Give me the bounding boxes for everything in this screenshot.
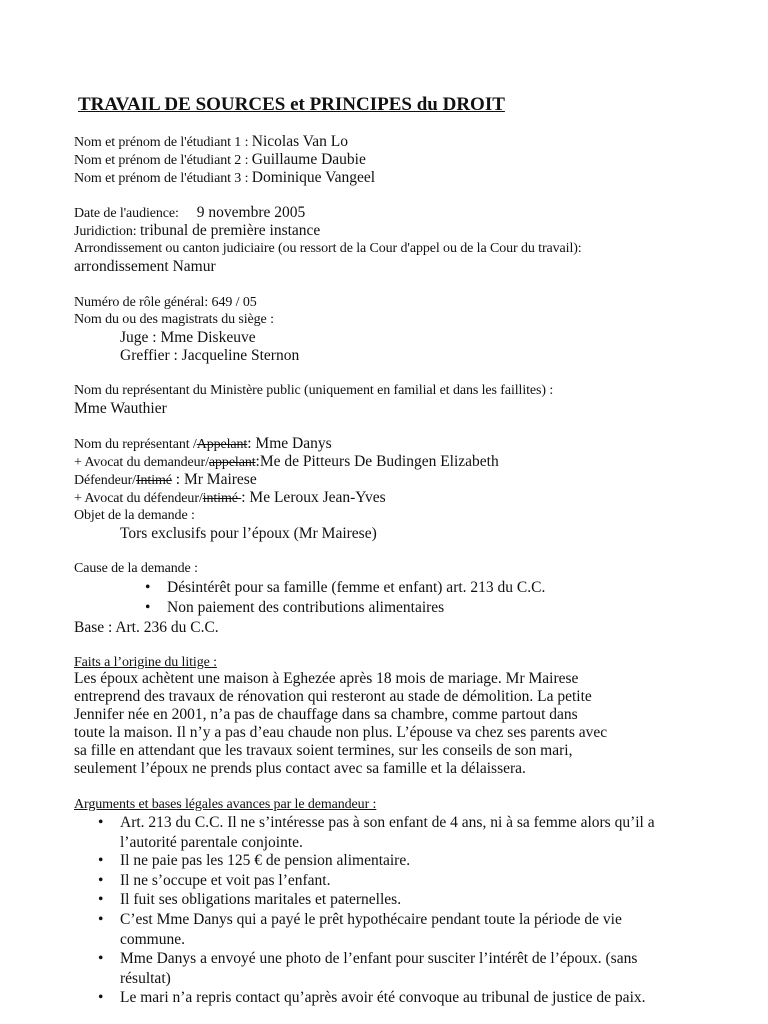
objet-value: Tors exclusifs pour l’époux (Mr Mairese)	[120, 525, 377, 542]
argument-text: Il fuit ses obligations maritales et paternelles.	[120, 891, 402, 908]
cause-item-text: Non paiement des contributions alimentaires	[167, 599, 445, 616]
student-1-label: Nom et prénom de l'étudiant 1 :	[74, 135, 252, 150]
faits-line: entreprend des travaux de rénovation qui resteront au stade de démolition. La petite	[74, 688, 592, 705]
cause-label: Cause de la demande :	[74, 561, 198, 576]
faits-line: Jennifer née en 2001, n’a pas de chauffage dans sa chambre, comme partout dans	[74, 706, 578, 723]
bullet-icon: •	[98, 814, 104, 831]
student-2-line	[74, 151, 366, 170]
base-text: Base : Art. 236 du C.C.	[74, 619, 219, 636]
defendeur-label: Défendeur/	[74, 473, 136, 488]
avocat-defendeur-line	[74, 489, 386, 508]
faits-label: Faits a l’origine du litige :	[74, 655, 217, 670]
audience-line	[74, 204, 305, 223]
student-3-value: Dominique Vangeel	[251, 169, 376, 186]
bullet-icon: •	[98, 872, 104, 889]
greffier-value: Greffier : Jacqueline Sternon	[120, 347, 300, 364]
representant-value: : Mme Danys	[247, 435, 332, 452]
avocat-demandeur-value: :Me de Pitteurs De Budingen Elizabeth	[255, 453, 499, 470]
arguments-label: Arguments et bases légales avances par le demandeur :	[74, 797, 377, 812]
arrondissement-value: arrondissement Namur	[74, 258, 216, 275]
argument-text: C’est Mme Danys qui a payé le prêt hypothécaire pendant toute la période de vie commune.	[120, 911, 622, 948]
argument-text: Le mari n’a repris contact qu’après avoir été convoque au tribunal de justice de paix.	[120, 989, 646, 1006]
audience-value: 9 novembre 2005	[196, 204, 306, 221]
defendeur-line	[74, 471, 257, 490]
role-line	[74, 293, 257, 312]
bullet-icon: •	[98, 911, 104, 928]
faits-line: seulement l’époux ne prends plus contact avec sa famille et la délaissera.	[74, 760, 526, 777]
representant-struck: Appelant	[196, 437, 248, 452]
student-3-label: Nom et prénom de l'étudiant 3 :	[74, 171, 252, 186]
juridiction-value: tribunal de première instance	[139, 222, 321, 239]
representant-label: Nom du représentant /	[74, 437, 197, 452]
role-label: Numéro de rôle général:	[74, 295, 212, 310]
ministere-label: Nom du représentant du Ministère public (uniquement en familial et dans les faillites) :	[74, 383, 554, 398]
faits-line: Les époux achètent une maison à Eghezée après 18 mois de mariage. Mr Mairese	[74, 670, 579, 687]
defendeur-value: : Mr Mairese	[171, 471, 257, 488]
argument-text: Art. 213 du C.C. Il ne s’intéresse pas à son enfant de 4 ans, ni à sa femme alors qu’il a l’autorité parentale conjointe.	[120, 814, 655, 851]
bullet-icon: •	[98, 989, 104, 1006]
role-value: 649 / 05	[211, 295, 257, 310]
bullet-icon: •	[145, 579, 151, 596]
avocat-demandeur-line	[74, 453, 499, 472]
arrondissement-label: Arrondissement ou canton judiciaire (ou ressort de la Cour d'appel ou de la Cour du travail):	[74, 241, 582, 256]
audience-label: Date de l'audience:	[74, 206, 179, 221]
student-2-value: Guillaume Daubie	[251, 151, 366, 168]
faits-line: toute la maison. Il n’y a pas d’eau chaude non plus. L’épouse va chez ses parents avec	[74, 724, 608, 741]
objet-label: Objet de la demande :	[74, 508, 195, 523]
bullet-icon: •	[98, 950, 104, 967]
bullet-icon: •	[145, 599, 151, 616]
avocat-demandeur-struck: appelant	[208, 455, 256, 470]
representant-line	[74, 435, 332, 454]
argument-text: Mme Danys a envoyé une photo de l’enfant pour susciter l’intérêt de l’époux. (sans résultat)	[120, 950, 638, 987]
page-title: TRAVAIL DE SOURCES et PRINCIPES du DROIT	[78, 94, 505, 115]
juge-value: Juge : Mme Diskeuve	[120, 329, 256, 346]
juridiction-label: Juridiction:	[74, 224, 140, 239]
faits-line: sa fille en attendant que les travaux soient termines, sur les conseils de son mari,	[74, 742, 573, 759]
argument-text: Il ne s’occupe et voit pas l’enfant.	[120, 872, 331, 889]
defendeur-struck: Intimé	[135, 473, 172, 488]
ministere-value: Mme Wauthier	[74, 400, 167, 417]
cause-item-text: Désintérêt pour sa famille (femme et enfant) art. 213 du C.C.	[167, 579, 546, 596]
student-3-line	[74, 169, 375, 188]
bullet-icon: •	[98, 891, 104, 908]
avocat-defendeur-struck: intimé	[202, 491, 242, 506]
avocat-demandeur-label: + Avocat du demandeur/	[74, 455, 209, 470]
juridiction-line	[74, 222, 320, 241]
student-1-line	[74, 133, 348, 152]
avocat-defendeur-value: : Me Leroux Jean-Yves	[241, 489, 386, 506]
magistrats-label: Nom du ou des magistrats du siège :	[74, 312, 274, 327]
student-2-label: Nom et prénom de l'étudiant 2 :	[74, 153, 252, 168]
argument-text: Il ne paie pas les 125 € de pension alimentaire.	[120, 852, 411, 869]
student-1-value: Nicolas Van Lo	[251, 133, 348, 150]
avocat-defendeur-label: + Avocat du défendeur/	[74, 491, 203, 506]
bullet-icon: •	[98, 852, 104, 869]
